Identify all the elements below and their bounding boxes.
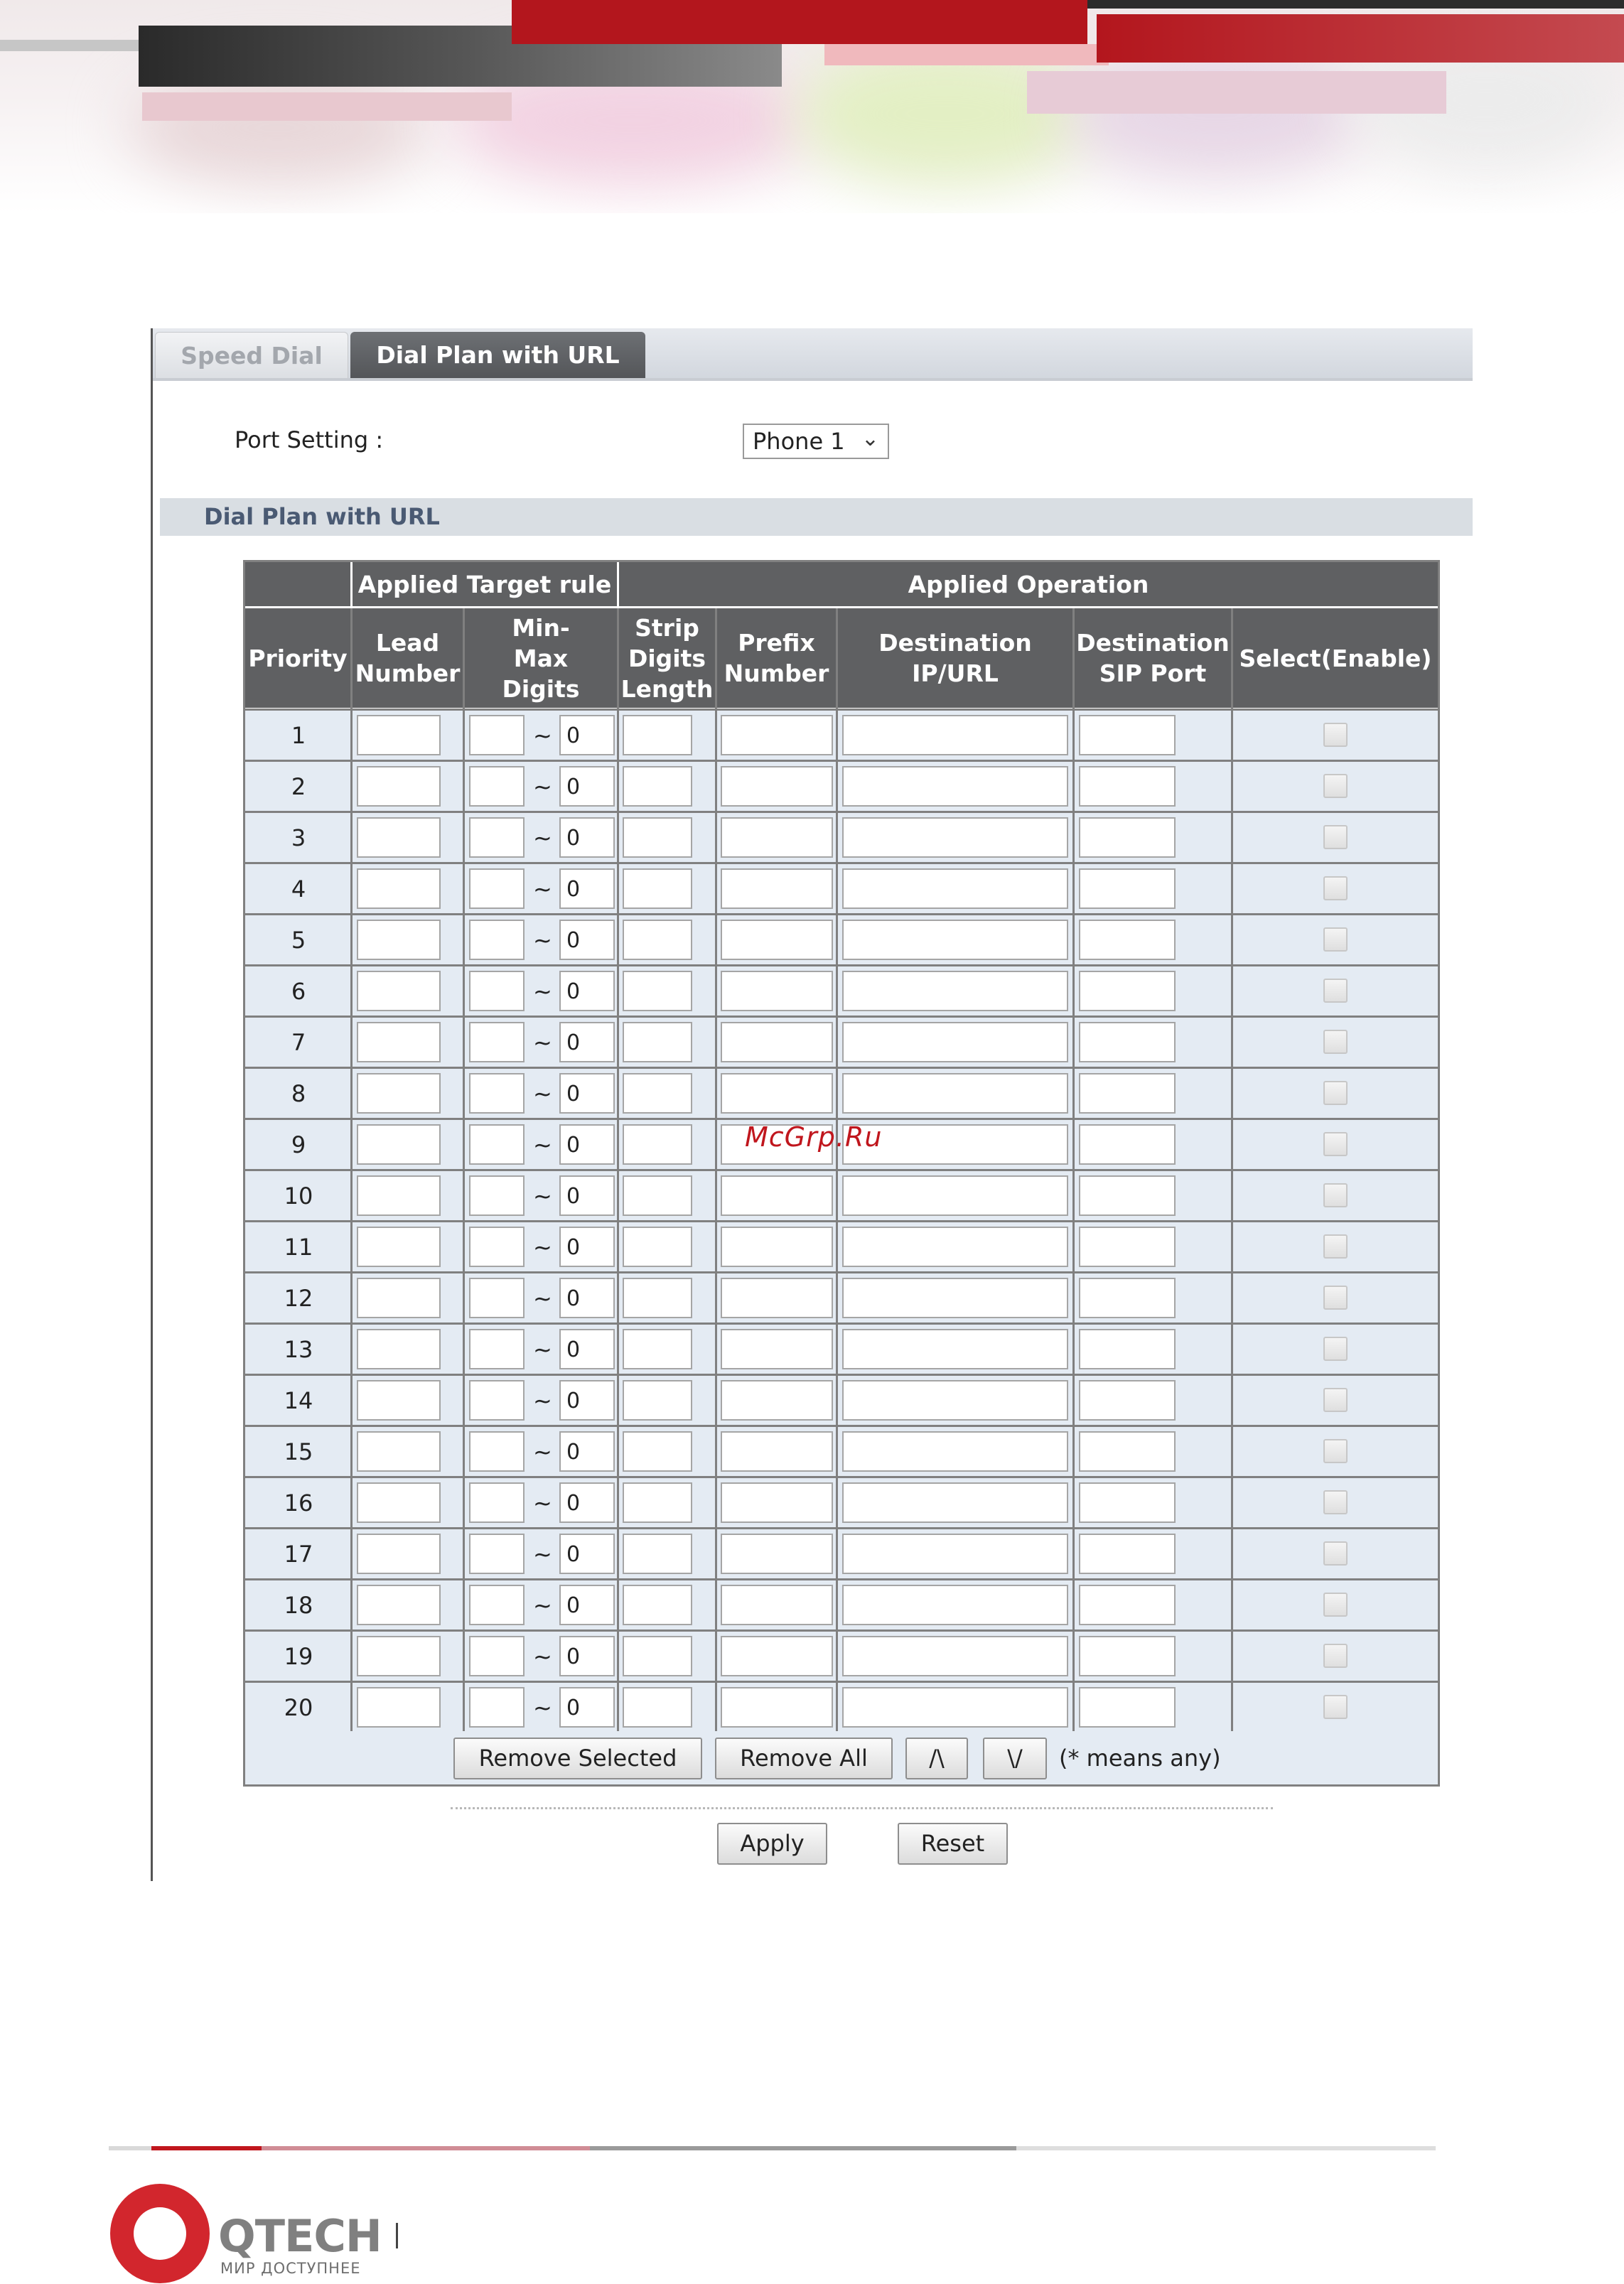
lead-number-input[interactable] [357, 920, 441, 960]
tilde-separator: ~ [533, 978, 552, 1005]
tilde-separator: ~ [533, 1387, 552, 1414]
strip-digits-input[interactable] [623, 1534, 692, 1574]
header-applied-target-rule: Applied Target rule [353, 562, 617, 606]
tilde-separator: ~ [533, 1234, 552, 1261]
port-select[interactable] [743, 424, 889, 459]
prefix-number-input[interactable] [721, 1022, 833, 1062]
row-divider [245, 1220, 1438, 1222]
destination-ip-input[interactable] [842, 1022, 1068, 1062]
prefix-number-input[interactable] [721, 766, 833, 807]
select-enable-checkbox[interactable] [1323, 927, 1348, 952]
footer-line-light [1016, 2146, 1436, 2150]
lead-number-input[interactable] [357, 868, 441, 909]
prefix-number-input[interactable] [721, 1073, 833, 1114]
strip-digits-input[interactable] [623, 1022, 692, 1062]
strip-digits-input[interactable] [623, 1124, 692, 1165]
priority-cell: 1 [291, 722, 306, 749]
destination-port-input[interactable] [1079, 1585, 1176, 1625]
select-enable-checkbox[interactable] [1323, 1541, 1348, 1566]
strip-digits-input[interactable] [623, 1278, 692, 1318]
footer-divider [396, 2223, 398, 2248]
priority-cell: 18 [284, 1592, 313, 1619]
strip-digits-input[interactable] [623, 817, 692, 858]
priority-cell: 9 [291, 1131, 306, 1158]
destination-port-input[interactable] [1079, 715, 1176, 755]
row-divider [245, 862, 1438, 864]
destination-ip-input[interactable] [842, 868, 1068, 909]
column-divider [715, 608, 717, 1734]
lead-number-input[interactable] [357, 1124, 441, 1165]
priority-cell: 12 [284, 1285, 313, 1312]
lead-number-input[interactable] [357, 971, 441, 1011]
destination-port-input[interactable] [1079, 1431, 1176, 1472]
header-applied-operation: Applied Operation [619, 562, 1438, 606]
prefix-number-input[interactable] [721, 1227, 833, 1267]
lead-number-input[interactable] [357, 817, 441, 858]
tilde-separator: ~ [533, 1336, 552, 1363]
destination-ip-input[interactable] [842, 1380, 1068, 1421]
divider [451, 1807, 1273, 1809]
lead-number-input[interactable] [357, 1227, 441, 1267]
header-lead-number: Lead Number [353, 608, 463, 708]
min-digits-input[interactable] [469, 868, 525, 909]
prefix-number-input[interactable] [721, 1431, 833, 1472]
column-divider [836, 608, 838, 1734]
destination-port-input[interactable] [1079, 817, 1176, 858]
strip-digits-input[interactable] [623, 1585, 692, 1625]
priority-cell: 13 [284, 1336, 313, 1363]
min-digits-input[interactable] [469, 1227, 525, 1267]
prefix-number-input[interactable] [721, 1585, 833, 1625]
destination-port-input[interactable] [1079, 1073, 1176, 1114]
destination-ip-input[interactable] [842, 1482, 1068, 1523]
header-blank [245, 562, 350, 606]
tilde-separator: ~ [533, 1183, 552, 1210]
row-divider [245, 913, 1438, 915]
select-enable-checkbox[interactable] [1323, 1337, 1348, 1361]
port-setting-label: Port Setting : [235, 426, 384, 453]
any-note: (* means any) [1059, 1745, 1221, 1772]
strip-digits-input[interactable] [623, 1636, 692, 1676]
remove-selected-button[interactable]: Remove Selected [453, 1738, 702, 1779]
prefix-number-input[interactable] [721, 1380, 833, 1421]
max-digits-input[interactable]: 0 [559, 1687, 615, 1728]
row-divider [245, 1016, 1438, 1018]
priority-cell: 11 [284, 1234, 313, 1261]
prefix-number-input[interactable] [721, 868, 833, 909]
apply-button[interactable]: Apply [717, 1823, 827, 1865]
row-divider [245, 1425, 1438, 1427]
strip-digits-input[interactable] [623, 920, 692, 960]
row-divider [245, 760, 1438, 762]
prefix-number-input[interactable] [721, 971, 833, 1011]
tilde-separator: ~ [533, 1490, 552, 1517]
priority-cell: 4 [291, 876, 306, 903]
row-divider [245, 1374, 1438, 1376]
row-divider [245, 811, 1438, 813]
min-digits-input[interactable] [469, 1380, 525, 1421]
max-digits-input[interactable]: 0 [559, 715, 615, 755]
header-destination-sip-port: Destination SIP Port [1075, 608, 1231, 708]
priority-cell: 20 [284, 1694, 313, 1721]
max-digits-input[interactable]: 0 [559, 1073, 615, 1114]
max-digits-input[interactable]: 0 [559, 766, 615, 807]
lead-number-input[interactable] [357, 1329, 441, 1369]
header-min-max-digits: Min-Max Digits [465, 608, 617, 708]
min-digits-input[interactable] [469, 1636, 525, 1676]
footer-line-pink [262, 2146, 590, 2150]
lead-number-input[interactable] [357, 1534, 441, 1574]
tilde-separator: ~ [533, 927, 552, 954]
port-select-value: Phone 1 [753, 428, 845, 455]
destination-ip-input[interactable] [842, 1534, 1068, 1574]
select-enable-checkbox[interactable] [1323, 1030, 1348, 1054]
destination-ip-input[interactable] [842, 1278, 1068, 1318]
min-digits-input[interactable] [469, 817, 525, 858]
column-divider [350, 608, 353, 1734]
destination-port-input[interactable] [1079, 1175, 1176, 1216]
destination-ip-input[interactable] [842, 817, 1068, 858]
destination-ip-input[interactable] [842, 971, 1068, 1011]
min-digits-input[interactable] [469, 1124, 525, 1165]
max-digits-input[interactable]: 0 [559, 1227, 615, 1267]
column-divider [1072, 608, 1075, 1734]
priority-cell: 15 [284, 1438, 313, 1465]
select-enable-checkbox[interactable] [1323, 1286, 1348, 1310]
tilde-separator: ~ [533, 1285, 552, 1312]
footer-line-grey [590, 2146, 1016, 2150]
column-divider [1231, 608, 1233, 1734]
lead-number-input[interactable] [357, 1278, 441, 1318]
tilde-separator: ~ [533, 824, 552, 851]
min-digits-input[interactable] [469, 1687, 525, 1728]
destination-port-input[interactable] [1079, 1227, 1176, 1267]
max-digits-input[interactable]: 0 [559, 1175, 615, 1216]
priority-cell: 16 [284, 1490, 313, 1517]
brand-tagline: МИР ДОСТУПНЕЕ [220, 2260, 361, 2277]
prefix-number-input[interactable] [721, 1687, 833, 1728]
priority-cell: 17 [284, 1541, 313, 1568]
destination-port-input[interactable] [1079, 1380, 1176, 1421]
select-enable-checkbox[interactable] [1323, 825, 1348, 849]
strip-digits-input[interactable] [623, 1431, 692, 1472]
select-enable-checkbox[interactable] [1323, 723, 1348, 747]
select-enable-checkbox[interactable] [1323, 1234, 1348, 1259]
prefix-number-input[interactable] [721, 1278, 833, 1318]
max-digits-input[interactable]: 0 [559, 868, 615, 909]
min-digits-input[interactable] [469, 1175, 525, 1216]
min-digits-input[interactable] [469, 1329, 525, 1369]
max-digits-input[interactable]: 0 [559, 1278, 615, 1318]
destination-port-input[interactable] [1079, 868, 1176, 909]
lead-number-input[interactable] [357, 1636, 441, 1676]
strip-digits-input[interactable] [623, 1380, 692, 1421]
select-enable-checkbox[interactable] [1323, 774, 1348, 798]
min-digits-input[interactable] [469, 1022, 525, 1062]
strip-digits-input[interactable] [623, 971, 692, 1011]
destination-ip-input[interactable] [842, 715, 1068, 755]
lead-number-input[interactable] [357, 1687, 441, 1728]
qtech-logo-hole [134, 2207, 186, 2260]
header-priority: Priority [245, 608, 350, 708]
destination-port-input[interactable] [1079, 1022, 1176, 1062]
tilde-separator: ~ [533, 1541, 552, 1568]
select-enable-checkbox[interactable] [1323, 876, 1348, 900]
lead-number-input[interactable] [357, 1073, 441, 1114]
destination-ip-input[interactable] [842, 1227, 1068, 1267]
destination-port-input[interactable] [1079, 920, 1176, 960]
strip-digits-input[interactable] [623, 1687, 692, 1728]
lead-number-input[interactable] [357, 1380, 441, 1421]
row-divider [245, 1169, 1438, 1171]
tab-dial-plan-with-url[interactable]: Dial Plan with URL [350, 332, 645, 378]
destination-ip-input[interactable] [842, 920, 1068, 960]
destination-port-input[interactable] [1079, 1687, 1176, 1728]
watermark: McGrp.Ru [745, 1121, 883, 1153]
min-digits-input[interactable] [469, 1534, 525, 1574]
row-divider [245, 1681, 1438, 1683]
strip-digits-input[interactable] [623, 1175, 692, 1216]
tilde-separator: ~ [533, 1592, 552, 1619]
tilde-separator: ~ [533, 1643, 552, 1670]
destination-ip-input[interactable] [842, 1175, 1068, 1216]
destination-ip-input[interactable] [842, 1073, 1068, 1114]
max-digits-input[interactable]: 0 [559, 1329, 615, 1369]
strip-digits-input[interactable] [623, 1329, 692, 1369]
priority-cell: 5 [291, 927, 306, 954]
priority-cell: 8 [291, 1080, 306, 1107]
priority-cell: 14 [284, 1387, 313, 1414]
row-divider [245, 964, 1438, 966]
row-divider [245, 1629, 1438, 1632]
brand-name: QTECH [218, 2210, 382, 2262]
min-digits-input[interactable] [469, 1073, 525, 1114]
destination-ip-input[interactable] [842, 1431, 1068, 1472]
min-digits-input[interactable] [469, 1431, 525, 1472]
prefix-number-input[interactable] [721, 1534, 833, 1574]
select-enable-checkbox[interactable] [1323, 1183, 1348, 1207]
tilde-separator: ~ [533, 1029, 552, 1056]
strip-digits-input[interactable] [623, 1482, 692, 1523]
footer-line-red [151, 2146, 262, 2150]
min-digits-input[interactable] [469, 1482, 525, 1523]
destination-port-input[interactable] [1079, 1636, 1176, 1676]
strip-digits-input[interactable] [623, 868, 692, 909]
min-digits-input[interactable] [469, 715, 525, 755]
destination-ip-input[interactable] [842, 1687, 1068, 1728]
row-divider [245, 1323, 1438, 1325]
priority-cell: 19 [284, 1643, 313, 1670]
lead-number-input[interactable] [357, 1022, 441, 1062]
tilde-separator: ~ [533, 773, 552, 800]
destination-ip-input[interactable] [842, 1329, 1068, 1369]
destination-ip-input[interactable] [842, 1585, 1068, 1625]
prefix-number-input[interactable] [721, 1329, 833, 1369]
select-enable-checkbox[interactable] [1323, 979, 1348, 1003]
select-enable-checkbox[interactable] [1323, 1490, 1348, 1514]
priority-cell: 10 [284, 1183, 313, 1210]
row-divider [245, 1476, 1438, 1478]
select-enable-checkbox[interactable] [1323, 1081, 1348, 1105]
priority-cell: 2 [291, 773, 306, 800]
row-divider [245, 1527, 1438, 1529]
column-divider [617, 608, 619, 1734]
prefix-number-input[interactable] [721, 1636, 833, 1676]
section-title: Dial Plan with URL [204, 503, 440, 530]
max-digits-input[interactable]: 0 [559, 1636, 615, 1676]
column-divider [463, 608, 465, 1734]
priority-cell: 7 [291, 1029, 306, 1056]
lead-number-input[interactable] [357, 1585, 441, 1625]
chevron-down-icon: ⌄ [861, 426, 879, 451]
lead-number-input[interactable] [357, 1482, 441, 1523]
move-up-button[interactable]: /\ [905, 1738, 968, 1779]
row-divider [245, 1271, 1438, 1273]
tilde-separator: ~ [533, 876, 552, 903]
lead-number-input[interactable] [357, 766, 441, 807]
select-enable-checkbox[interactable] [1323, 1388, 1348, 1412]
remove-all-button[interactable]: Remove All [715, 1738, 893, 1779]
priority-cell: 3 [291, 824, 306, 851]
priority-cell: 6 [291, 978, 306, 1005]
min-digits-input[interactable] [469, 1278, 525, 1318]
max-digits-input[interactable]: 0 [559, 1022, 615, 1062]
destination-port-input[interactable] [1079, 971, 1176, 1011]
lead-number-input[interactable] [357, 715, 441, 755]
header-destination-ip-url: Destination IP/URL [838, 608, 1072, 708]
max-digits-input[interactable]: 0 [559, 1124, 615, 1165]
min-digits-input[interactable] [469, 1585, 525, 1625]
move-down-button[interactable]: \/ [983, 1738, 1047, 1779]
prefix-number-input[interactable] [721, 1482, 833, 1523]
select-enable-checkbox[interactable] [1323, 1439, 1348, 1463]
min-digits-input[interactable] [469, 971, 525, 1011]
prefix-number-input[interactable] [721, 1175, 833, 1216]
max-digits-input[interactable]: 0 [559, 817, 615, 858]
select-enable-checkbox[interactable] [1323, 1593, 1348, 1617]
tab-speed-dial[interactable]: Speed Dial [155, 332, 348, 378]
strip-digits-input[interactable] [623, 715, 692, 755]
select-enable-checkbox[interactable] [1323, 1695, 1348, 1719]
row-divider [245, 709, 1438, 711]
min-digits-input[interactable] [469, 766, 525, 807]
max-digits-input[interactable]: 0 [559, 1380, 615, 1421]
min-digits-input[interactable] [469, 920, 525, 960]
max-digits-input[interactable]: 0 [559, 971, 615, 1011]
max-digits-input[interactable]: 0 [559, 1534, 615, 1574]
reset-button[interactable]: Reset [898, 1823, 1008, 1865]
destination-port-input[interactable] [1079, 1482, 1176, 1523]
tilde-separator: ~ [533, 1080, 552, 1107]
destination-port-input[interactable] [1079, 1124, 1176, 1165]
max-digits-input[interactable]: 0 [559, 1585, 615, 1625]
tilde-separator: ~ [533, 1694, 552, 1721]
tilde-separator: ~ [533, 1438, 552, 1465]
row-divider [245, 1067, 1438, 1069]
destination-ip-input[interactable] [842, 766, 1068, 807]
lead-number-input[interactable] [357, 1431, 441, 1472]
row-divider [245, 1578, 1438, 1580]
select-enable-checkbox[interactable] [1323, 1644, 1348, 1668]
prefix-number-input[interactable] [721, 920, 833, 960]
header-select-enable: Select(Enable) [1233, 608, 1438, 708]
strip-digits-input[interactable] [623, 766, 692, 807]
max-digits-input[interactable]: 0 [559, 1431, 615, 1472]
destination-port-input[interactable] [1079, 1534, 1176, 1574]
tilde-separator: ~ [533, 722, 552, 749]
select-enable-checkbox[interactable] [1323, 1132, 1348, 1156]
row-divider [245, 1118, 1438, 1120]
destination-ip-input[interactable] [842, 1636, 1068, 1676]
prefix-number-input[interactable] [721, 715, 833, 755]
prefix-number-input[interactable] [721, 817, 833, 858]
panel-border [151, 328, 153, 1881]
destination-port-input[interactable] [1079, 766, 1176, 807]
strip-digits-input[interactable] [623, 1073, 692, 1114]
decorative-banner [0, 0, 1624, 213]
destination-port-input[interactable] [1079, 1278, 1176, 1318]
strip-digits-input[interactable] [623, 1227, 692, 1267]
max-digits-input[interactable]: 0 [559, 920, 615, 960]
destination-port-input[interactable] [1079, 1329, 1176, 1369]
header-prefix-number: Prefix Number [717, 608, 836, 708]
lead-number-input[interactable] [357, 1175, 441, 1216]
footer-line-grey-start [109, 2146, 151, 2150]
header-strip-digits-length: Strip Digits Length [619, 608, 715, 708]
tilde-separator: ~ [533, 1131, 552, 1158]
max-digits-input[interactable]: 0 [559, 1482, 615, 1523]
